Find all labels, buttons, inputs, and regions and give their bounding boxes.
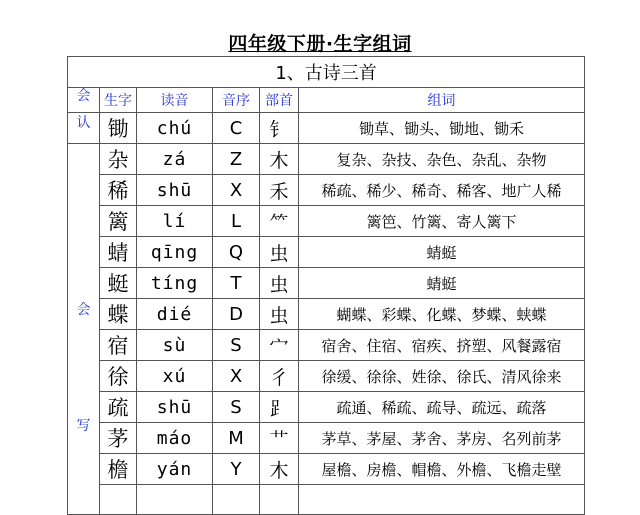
char-cell: 稀 — [100, 175, 137, 206]
pinyin-cell: shū — [137, 175, 213, 206]
letter-cell: Y — [213, 454, 260, 485]
table-row — [68, 330, 585, 361]
letter-cell: S — [213, 330, 260, 361]
radical-cell: 宀 — [260, 330, 299, 361]
table-row — [68, 144, 585, 175]
radical-cell-empty — [260, 485, 299, 515]
radical-cell: 彳 — [260, 361, 299, 392]
words-cell: 蜻蜓 — [299, 268, 585, 299]
letter-cell: C — [213, 113, 260, 144]
header-pinyin: 读音 — [137, 88, 213, 113]
words-cell: 锄草、锄头、锄地、锄禾 — [299, 113, 585, 144]
table-row-partial — [68, 485, 585, 515]
words-cell: 蝴蝶、彩蝶、化蝶、梦蝶、蛱蝶 — [299, 299, 585, 330]
radical-cell: 艹 — [260, 423, 299, 454]
header-char: 生字 — [100, 88, 137, 113]
pinyin-cell: máo — [137, 423, 213, 454]
letter-cell: X — [213, 361, 260, 392]
letter-cell: X — [213, 175, 260, 206]
radical-cell: 木 — [260, 144, 299, 175]
radical-cell: 虫 — [260, 237, 299, 268]
words-cell: 疏通、稀疏、疏导、疏远、疏落 — [299, 392, 585, 423]
pinyin-cell: qīng — [137, 237, 213, 268]
char-cell: 疏 — [100, 392, 137, 423]
table-row — [68, 392, 585, 423]
radical-cell: 禾 — [260, 175, 299, 206]
pinyin-cell: xú — [137, 361, 213, 392]
words-cell: 茅草、茅屋、茅舍、茅房、名列前茅 — [299, 423, 585, 454]
letter-cell: Z — [213, 144, 260, 175]
words-cell: 复杂、杂技、杂色、杂乱、杂物 — [299, 144, 585, 175]
category-write-top: 会 — [76, 302, 91, 318]
words-cell: 蜻蜓 — [299, 237, 585, 268]
letter-cell: L — [213, 206, 260, 237]
words-cell: 屋檐、房檐、帽檐、外檐、飞檐走壁 — [299, 454, 585, 485]
letter-cell-empty — [213, 485, 260, 515]
section-title: 1、古诗三首 — [68, 57, 585, 88]
words-cell: 宿舍、住宿、宿疾、挤塑、风餐露宿 — [299, 330, 585, 361]
table-row — [68, 299, 585, 330]
char-cell: 宿 — [100, 330, 137, 361]
words-cell: 篱笆、竹篱、寄人篱下 — [299, 206, 585, 237]
char-cell: 蜓 — [100, 268, 137, 299]
pinyin-cell: lí — [137, 206, 213, 237]
letter-cell: Q — [213, 237, 260, 268]
table-row — [68, 113, 585, 144]
letter-cell: M — [213, 423, 260, 454]
pinyin-cell: sù — [137, 330, 213, 361]
pinyin-cell: dié — [137, 299, 213, 330]
column-header-row — [68, 88, 585, 113]
category-write-bottom: 写 — [76, 418, 91, 434]
table-row — [68, 423, 585, 454]
radical-cell: 虫 — [260, 268, 299, 299]
radical-cell: ⺮ — [260, 206, 299, 237]
pinyin-cell: shū — [137, 392, 213, 423]
header-radical: 部首 — [260, 88, 299, 113]
category-recognize-top: 会 — [76, 88, 91, 104]
pinyin-cell: tíng — [137, 268, 213, 299]
header-letter: 音序 — [213, 88, 260, 113]
words-cell: 稀疏、稀少、稀奇、稀客、地广人稀 — [299, 175, 585, 206]
words-cell: 徐缓、徐徐、姓徐、徐氏、清风徐来 — [299, 361, 585, 392]
vocabulary-table — [67, 56, 585, 515]
category-header-cell — [68, 88, 100, 113]
radical-cell: 钅 — [260, 113, 299, 144]
category-recognize-bottom: 认 — [68, 113, 100, 144]
radical-cell: 木 — [260, 454, 299, 485]
char-cell: 徐 — [100, 361, 137, 392]
section-heading-row — [68, 57, 585, 88]
table-row — [68, 268, 585, 299]
pinyin-cell: yán — [137, 454, 213, 485]
char-cell: 篱 — [100, 206, 137, 237]
pinyin-cell: zá — [137, 144, 213, 175]
words-cell-empty — [299, 485, 585, 515]
letter-cell: D — [213, 299, 260, 330]
letter-cell: S — [213, 392, 260, 423]
char-cell: 杂 — [100, 144, 137, 175]
char-cell: 锄 — [100, 113, 137, 144]
radical-cell: ⻊ — [260, 392, 299, 423]
table-row — [68, 237, 585, 268]
category-write-cell — [68, 144, 100, 515]
page-title: 四年级下册·生字组词 — [228, 33, 412, 55]
char-cell: 檐 — [100, 454, 137, 485]
pinyin-cell: chú — [137, 113, 213, 144]
char-cell-empty — [100, 485, 137, 515]
header-words: 组词 — [299, 88, 585, 113]
char-cell: 蝶 — [100, 299, 137, 330]
char-cell: 茅 — [100, 423, 137, 454]
char-cell: 蜻 — [100, 237, 137, 268]
pinyin-cell-empty — [137, 485, 213, 515]
radical-cell: 虫 — [260, 299, 299, 330]
table-row — [68, 206, 585, 237]
table-row — [68, 361, 585, 392]
table-row — [68, 175, 585, 206]
letter-cell: T — [213, 268, 260, 299]
